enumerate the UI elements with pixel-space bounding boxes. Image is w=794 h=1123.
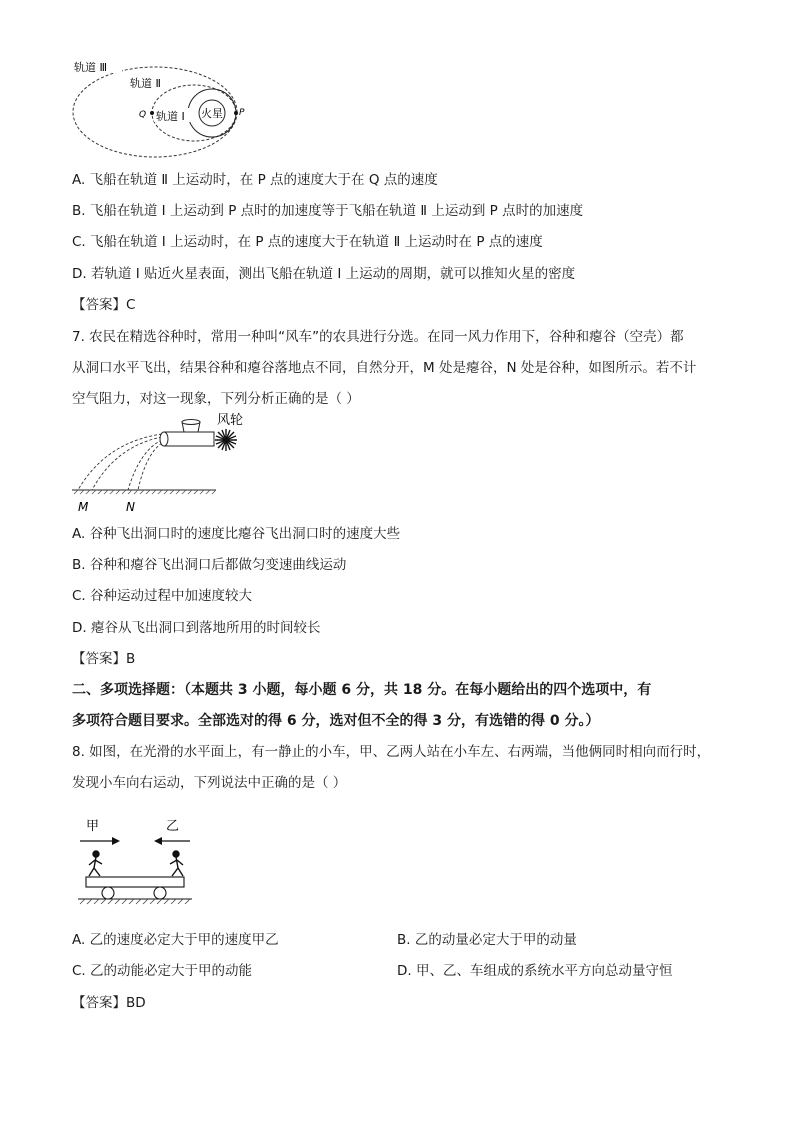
point-p-dot bbox=[234, 111, 238, 115]
section-2-heading-line-2: 多项符合题目要求。全部选对的得 6 分，选对但不全的得 3 分，有选错的得 0 分。） bbox=[72, 713, 600, 729]
cart-platform bbox=[86, 877, 184, 887]
q7-option-d: D. 瘪谷从飞出洞口到落地所用的时间较长 bbox=[72, 620, 321, 636]
orbit-figure bbox=[60, 55, 260, 167]
q7-stem-line-3: 空气阻力，对这一现象，下列分析正确的是（ ） bbox=[72, 391, 360, 407]
q8-option-b: B. 乙的动量必定大于甲的动量 bbox=[397, 932, 577, 948]
arrow-right bbox=[80, 837, 120, 845]
q6-option-a: A. 飞船在轨道 Ⅱ 上运动时，在 P 点的速度大于在 Q 点的速度 bbox=[72, 172, 438, 188]
q7-option-b: B. 谷种和瘪谷飞出洞口后都做匀变速曲线运动 bbox=[72, 557, 347, 573]
point-q-label: Q bbox=[139, 110, 147, 120]
cart-wheel-right bbox=[154, 887, 166, 899]
winnowing-figure bbox=[66, 410, 256, 518]
tube-mouth bbox=[160, 432, 168, 446]
q7-option-c: C. 谷种运动过程中加速度较大 bbox=[72, 588, 253, 604]
wind-wheel-label: 风轮 bbox=[217, 413, 244, 428]
trajectory-n-2 bbox=[138, 443, 162, 490]
orbit-3-label: 轨道 Ⅲ bbox=[74, 61, 108, 74]
point-q-dot bbox=[150, 111, 154, 115]
person-b-label: 乙 bbox=[166, 819, 180, 834]
orbit-2-label: 轨道 Ⅱ bbox=[130, 77, 161, 90]
q8-stem-line-2: 发现小车向右运动，下列说法中正确的是（ ） bbox=[72, 775, 347, 791]
trajectory-m bbox=[78, 434, 162, 490]
point-m-label: M bbox=[78, 500, 89, 514]
q6-answer: 【答案】C bbox=[72, 297, 136, 313]
q8-answer: 【答案】BD bbox=[72, 995, 146, 1011]
q6-option-d: D. 若轨道 Ⅰ 贴近火星表面，测出飞船在轨道 Ⅰ 上运动的周期，就可以推知火星的密度 bbox=[72, 266, 576, 282]
q7-stem-line-2: 从洞口水平飞出，结果谷种和瘪谷落地点不同，自然分开，M 处是瘪谷，N 处是谷种，如图所示。若不计 bbox=[72, 360, 697, 376]
q6-option-c: C. 飞船在轨道 Ⅰ 上运动时，在 P 点的速度大于在轨道 Ⅱ 上运动时在 P 点的速度 bbox=[72, 234, 543, 250]
q8-option-a: A. 乙的速度必定大于甲的速度甲乙 bbox=[72, 932, 279, 948]
q8-option-d: D. 甲、乙、车组成的系统水平方向总动量守恒 bbox=[397, 963, 673, 979]
q8-option-c: C. 乙的动能必定大于甲的动能 bbox=[72, 963, 253, 979]
mars-label: 火星 bbox=[201, 107, 223, 120]
person-a-label: 甲 bbox=[86, 819, 100, 834]
point-p-label: P bbox=[239, 108, 245, 118]
q7-answer: 【答案】B bbox=[72, 651, 136, 667]
q6-option-b: B. 飞船在轨道 Ⅰ 上运动到 P 点时的加速度等于飞船在轨道 Ⅱ 上运动到 P 点时的加速度 bbox=[72, 203, 584, 219]
point-n-label: N bbox=[126, 500, 135, 514]
cart-wheel-left bbox=[102, 887, 114, 899]
cart-figure bbox=[72, 810, 202, 914]
q7-stem-line-1: 7. 农民在精选谷种时，常用一种叫“风车”的农具进行分选。在同一风力作用下，谷种和瘪谷（空壳）都 bbox=[72, 329, 684, 345]
person-a-figure bbox=[89, 851, 102, 876]
q7-option-a: A. 谷种飞出洞口时的速度比瘪谷飞出洞口时的速度大些 bbox=[72, 526, 401, 542]
orbit-1-label: 轨道 Ⅰ bbox=[156, 110, 185, 123]
q8-stem-line-1: 8. 如图，在光滑的水平面上，有一静止的小车，甲、乙两人站在小车左、右两端，当他俩同时相向而行时， bbox=[72, 744, 711, 760]
person-b-figure bbox=[170, 851, 183, 876]
trajectory-m-2 bbox=[92, 437, 162, 490]
tube-body bbox=[164, 432, 214, 446]
section-2-heading-line-1: 二、多项选择题：（本题共 3 小题，每小题 6 分，共 18 分。在每小题给出的四个选项中，有 bbox=[72, 682, 652, 698]
arrow-left bbox=[154, 837, 190, 845]
